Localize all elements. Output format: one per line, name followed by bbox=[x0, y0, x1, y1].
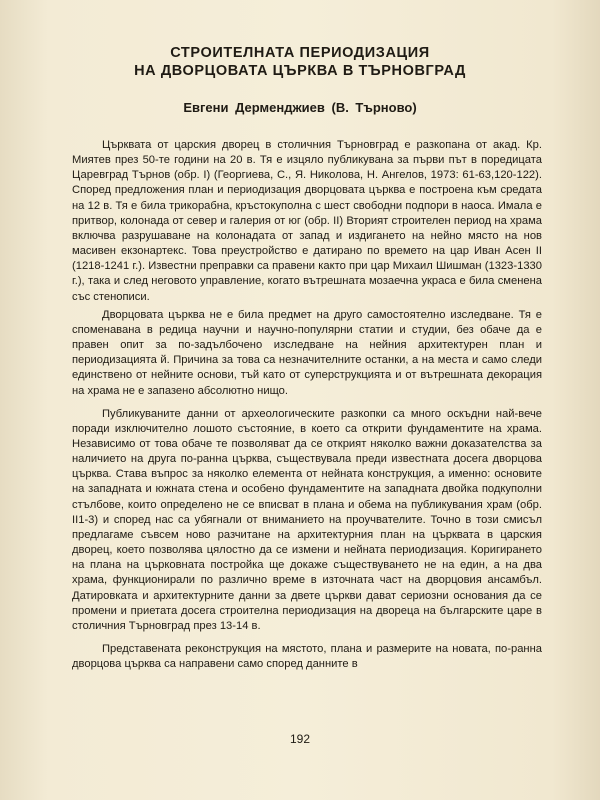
page-number: 192 bbox=[289, 732, 311, 746]
title-line-2: НА ДВОРЦОВАТА ЦЪРКВА В ТЪРНОВГРАД bbox=[134, 63, 466, 79]
title-line-1: СТРОИТЕЛНАТА ПЕРИОДИЗАЦИЯ bbox=[170, 45, 430, 61]
paragraph-3: Публикуваните данни от археологическите разкопки са много оскъдни най-вече поради изключително лошото състояние, в което са открити фундаментите на храма. Независимо от това обаче те позволяват да се открият няколко важни доказателства за наличието на друга по-ранна църква, съществувала преди известната досега дворцова църква. Става въпрос за няколко елемента от нейната конструкция, а именно: основите на западната и южната стена и особено фундаментите на западната двойка подкуполни стълбове, които определено не се вписват в плана и обема на публикувания храм (обр. II1-3) и според нас са убягнали от вниманието на проучвателите. Точно в този смисъл предлагаме съвсем ново разчитане на архитектурния план на църквата в царския дворец, което позволява цялостно да се измени и нейната периодизация. Коригирането на плана на църковната постройка ще докаже съществуването не на един, а на два храма, функционирали по различно време в източната част на дворцовия ансамбъл. Датировката и архитектурните данни за двете църкви дават сериозни основания да се промени и приетата досега строителна периодизация на двореца на българските царе в столичния Търновград през 13-14 в. bbox=[72, 407, 542, 632]
article-author: Евгени Дерменджиев (В. Търново) bbox=[183, 100, 417, 115]
article-title bbox=[0, 44, 600, 80]
paragraph-1: Църквата от царския дворец в столичния Търновград е разкопана от акад. Кр. Миятев през 50-те години на 20 в. Тя е изцяло публикувана за първи път в поредицата Царевград Търнов (обр. I) (Георгиева, С., Я. Николова, Н. Ангелов, 1973: 61-63,120-122). Според предложения план и периодизация дворцовата църква е построена към средата на 12 в. Тя е била трикорабна, кръстокуполна с шест свободни подпори в наоса. Имала е притвор, колонада от север и галерия от юг (обр. II) Вторият строителен период на храма включва разрушаване на колонадата от запад и издигането на нейно място на нов масивен екзонартекс. Това преустройство е датирано по времето на цар Иван Асен II (1218-1241 г.). Известни преправки са правени както при цар Михаил Шишман (1323-1330 г.), така и след неговото управление, когато вътрешната мозаечна украса е била сменена със стенописи. bbox=[72, 139, 542, 303]
article-body bbox=[72, 138, 542, 672]
paragraph-4: Представената реконструкция на мястото, плана и размерите на новата, по-ранна дворцова църква са направени само според данните в bbox=[72, 643, 542, 671]
paragraph-2: Дворцовата църква не е била предмет на друго самостоятелно изследване. Тя е споменавана в редица научни и научно-популярни статии и студии, без обаче да е правен опит за по-задълбочено изследване на нейния архитектурен план и периодизацията й. Причина за това са незначителните останки, а на места и само следи единствено от нейните основи, тъй като от суперструкцията и от вътрешната декорация на храма не е запазено абсолютно нищо. bbox=[72, 308, 542, 397]
